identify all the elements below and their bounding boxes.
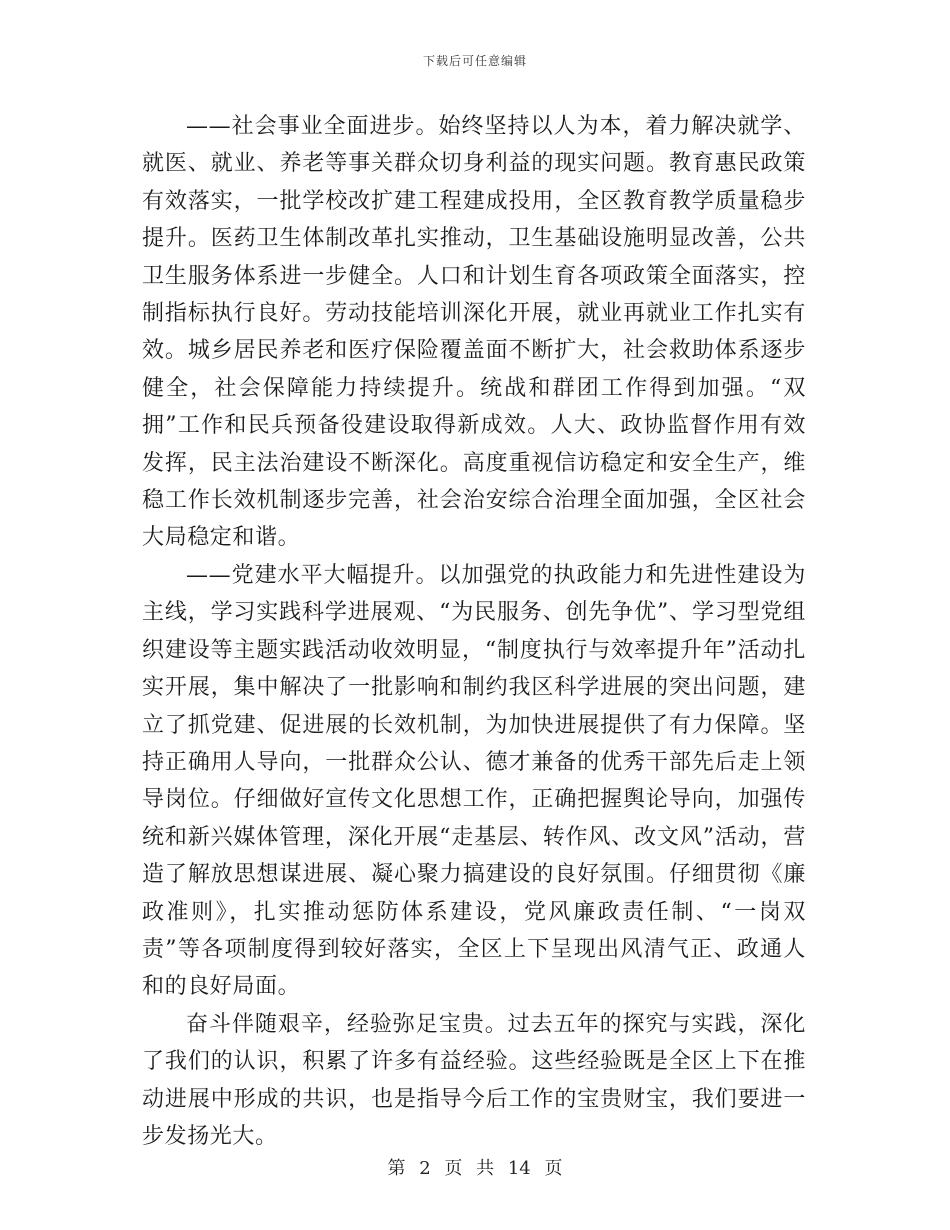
paragraph-party-building: ——党建水平大幅提升。以加强党的执政能力和先进性建设为主线，学习实践科学进展观、“为民服务、创先争优”、学习型党组织建设等主题实践活动收效明显，“制度执行与效率提升年”活动扎实开展，集中解决了一批影响和制约我区科学进展的突出问题，建立了抓党建、促进展的长效机制，为加快进展提供了有力保障。坚持正确用人导向，一批群众公认、德才兼备的优秀干部先后走上领导岗位。仔细做好宣传文化思想工作，正确把握舆论导向，加强传统和新兴媒体管理，深化开展“走基层、转作风、改文风”活动，营造了解放思想谋进展、凝心聚力搞建设的良好氛围。仔细贯彻《廉政准则》，扎实推动惩防体系建设，党风廉政责任制、“一岗双责”等各项制度得到较好落实，全区上下呈现出风清气正、政通人和的良好局面。 — [142, 562, 806, 1000]
document-body — [142, 108, 806, 1155]
page-header-note: 下载后可任意编辑 — [422, 54, 527, 68]
paragraph-experience: 奋斗伴随艰辛，经验弥足宝贵。过去五年的探究与实践，深化了我们的认识，积累了许多有益经验。这些经验既是全区上下在推动进展中形成的共识，也是指导今后工作的宝贵财宝，我们要进一步发扬光大。 — [142, 1011, 806, 1149]
paragraph-social-progress: ——社会事业全面进步。始终坚持以人为本，着力解决就学、就医、就业、养老等事关群众切身利益的现实问题。教育惠民政策有效落实，一批学校改扩建工程建成投用，全区教育教学质量稳步提升。医药卫生体制改革扎实推动，卫生基础设施明显改善，公共卫生服务体系进一步健全。人口和计划生育各项政策全面落实，控制指标执行良好。劳动技能培训深化开展，就业再就业工作扎实有效。城乡居民养老和医疗保险覆盖面不断扩大，社会救助体系逐步健全，社会保障能力持续提升。统战和群团工作得到加强。“双拥”工作和民兵预备役建设取得新成效。人大、政协监督作用有效发挥，民主法治建设不断深化。高度重视信访稳定和安全生产，维稳工作长效机制逐步完善，社会治安综合治理全面加强，全区社会大局稳定和谐。 — [142, 114, 806, 551]
page-number-footer: 第 2 页 共 14 页 — [387, 1158, 563, 1179]
